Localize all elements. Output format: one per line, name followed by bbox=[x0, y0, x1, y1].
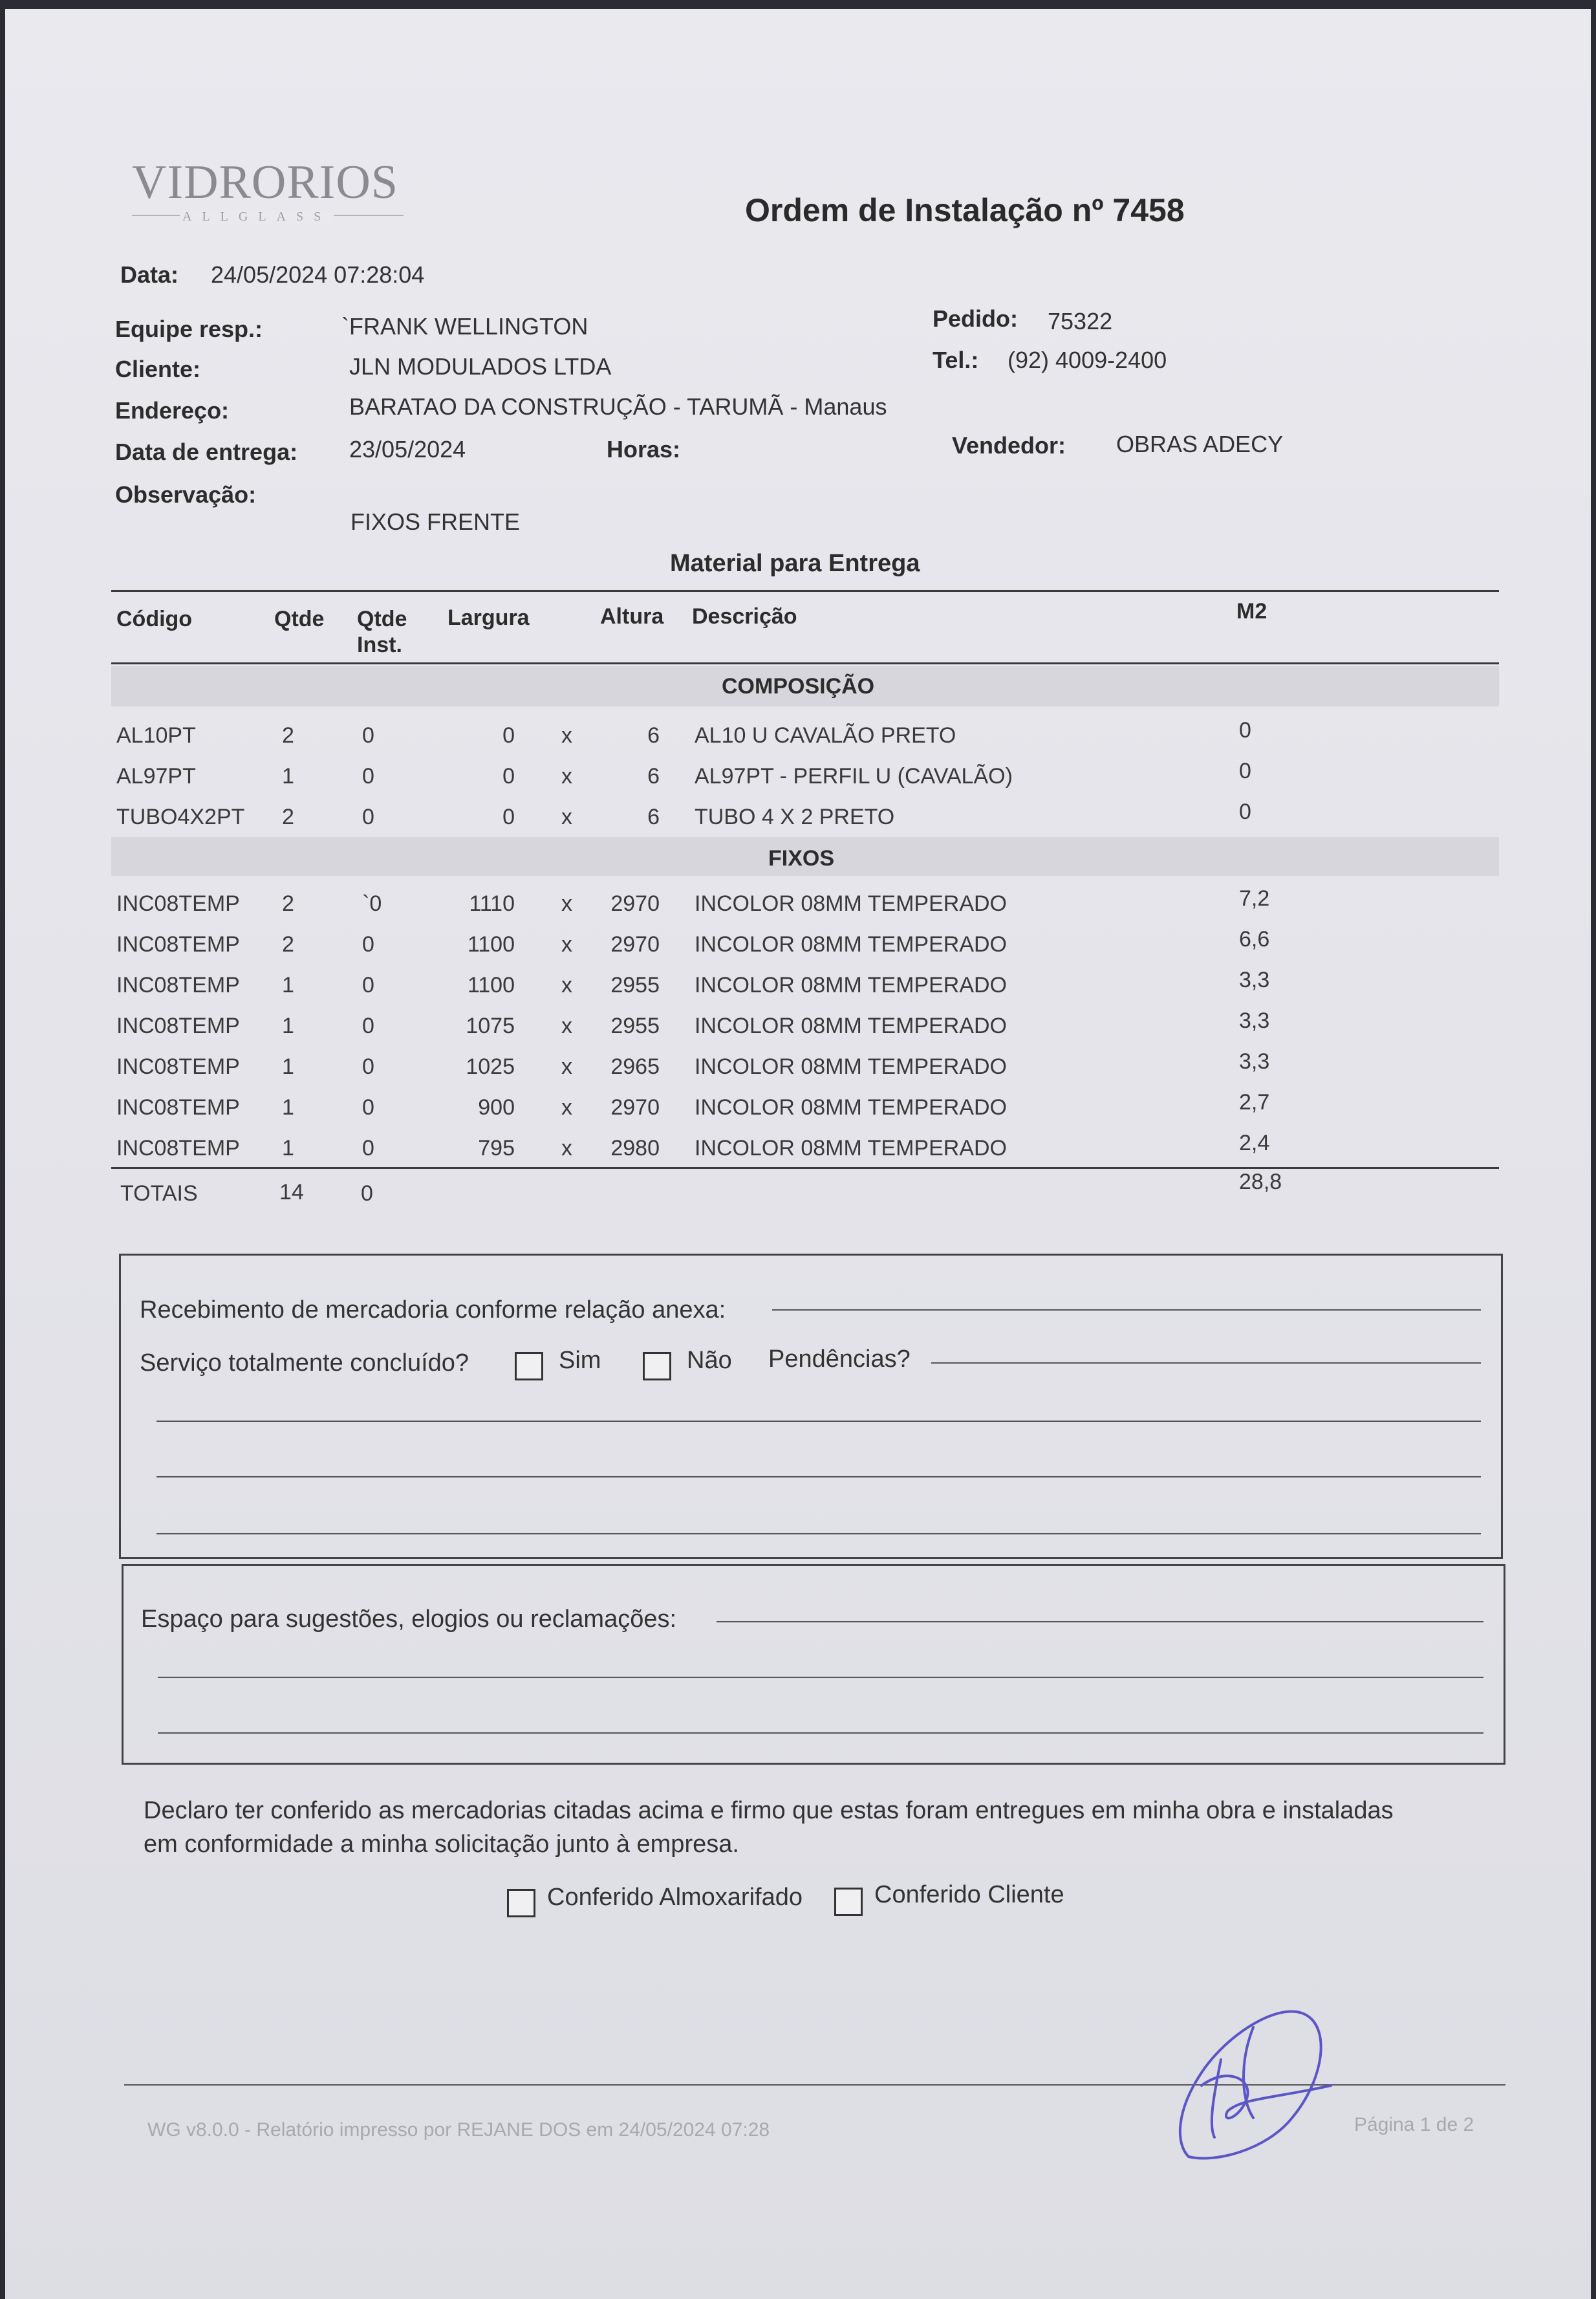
client-signature bbox=[1150, 1988, 1344, 2170]
cell-qtde: 1 bbox=[282, 1014, 294, 1038]
cell-descricao: INCOLOR 08MM TEMPERADO bbox=[695, 1136, 1008, 1160]
cell-codigo: INC08TEMP bbox=[116, 932, 240, 957]
cell-m2: 2,7 bbox=[1239, 1090, 1270, 1115]
cell-largura: 900 bbox=[478, 1095, 515, 1120]
cell-descricao: AL97PT - PERFIL U (CAVALÃO) bbox=[695, 764, 1013, 789]
suggestions-label: Espaço para sugestões, elogios ou reclamações: bbox=[141, 1606, 677, 1633]
pedido-value: 75322 bbox=[1048, 308, 1113, 334]
cell-inst: 0 bbox=[362, 805, 374, 829]
cell-altura: 6 bbox=[647, 805, 660, 829]
cell-qtde: 2 bbox=[282, 805, 294, 829]
cell-largura: 0 bbox=[502, 764, 515, 789]
footer-page-number: Página 1 de 2 bbox=[1354, 2114, 1474, 2135]
cell-codigo: AL97PT bbox=[116, 764, 196, 789]
footer-print-info: WG v8.0.0 - Relatório impresso por REJANE DOS em 24/05/2024 07:28 bbox=[147, 2119, 770, 2141]
cell-largura: 0 bbox=[502, 723, 515, 748]
col-descricao: Descrição bbox=[692, 604, 797, 629]
cell-inst: 0 bbox=[362, 764, 374, 789]
cell-qtde: 1 bbox=[282, 1136, 294, 1160]
suggestions-box bbox=[122, 1564, 1505, 1765]
recebimento-line[interactable] bbox=[772, 1309, 1481, 1311]
cell-inst: 0 bbox=[362, 973, 374, 997]
tel-value: (92) 4009-2400 bbox=[1008, 347, 1167, 373]
conferido-cliente-label: Conferido Cliente bbox=[874, 1881, 1064, 1908]
suggestions-line-0[interactable] bbox=[717, 1621, 1483, 1622]
pedido-label: Pedido: bbox=[933, 305, 1018, 332]
cell-codigo: INC08TEMP bbox=[116, 1136, 240, 1160]
pendencias-label: Pendências? bbox=[768, 1346, 911, 1373]
suggestions-line-1[interactable] bbox=[158, 1677, 1483, 1678]
cell-largura: 1110 bbox=[469, 891, 515, 916]
col-qtde: Qtde bbox=[274, 607, 325, 631]
equipe-value: `FRANK WELLINGTON bbox=[341, 313, 588, 340]
cell-altura: 2955 bbox=[610, 1014, 660, 1038]
cell-qtde: 1 bbox=[282, 973, 294, 997]
entrega-value: 23/05/2024 bbox=[349, 436, 466, 463]
cell-x: x bbox=[561, 805, 572, 829]
cell-inst: 0 bbox=[362, 1095, 374, 1120]
entrega-label: Data de entrega: bbox=[115, 439, 298, 465]
recebimento-label: Recebimento de mercadoria conforme relação anexa: bbox=[140, 1296, 726, 1324]
cell-altura: 2970 bbox=[610, 1095, 660, 1120]
conferido-almoxarifado-label: Conferido Almoxarifado bbox=[547, 1884, 803, 1911]
horas-label: Horas: bbox=[607, 436, 681, 463]
cell-codigo: TUBO4X2PT bbox=[116, 805, 245, 829]
cell-x: x bbox=[561, 723, 572, 748]
col-largura: Largura bbox=[448, 605, 530, 630]
cell-descricao: INCOLOR 08MM TEMPERADO bbox=[695, 932, 1008, 957]
cell-x: x bbox=[561, 973, 572, 997]
data-value: 24/05/2024 07:28:04 bbox=[211, 261, 425, 288]
cell-altura: 2970 bbox=[610, 891, 660, 916]
cell-inst: 0 bbox=[362, 1014, 374, 1038]
cell-m2: 0 bbox=[1239, 800, 1251, 824]
cell-m2: 7,2 bbox=[1239, 886, 1270, 911]
cell-x: x bbox=[561, 1054, 572, 1079]
cell-altura: 2965 bbox=[610, 1054, 660, 1079]
totals-qtde: 14 bbox=[279, 1180, 304, 1204]
nao-checkbox[interactable] bbox=[643, 1352, 671, 1380]
cell-altura: 6 bbox=[647, 723, 660, 748]
cell-codigo: INC08TEMP bbox=[116, 891, 240, 916]
conferido-almoxarifado-checkbox[interactable] bbox=[507, 1889, 535, 1917]
col-codigo: Código bbox=[116, 607, 193, 631]
cell-descricao: INCOLOR 08MM TEMPERADO bbox=[695, 973, 1008, 997]
cell-descricao: TUBO 4 X 2 PRETO bbox=[695, 805, 895, 829]
cell-x: x bbox=[561, 1136, 572, 1160]
observacao-label: Observação: bbox=[115, 481, 257, 508]
cliente-value: JLN MODULADOS LTDA bbox=[349, 353, 612, 380]
cell-descricao: INCOLOR 08MM TEMPERADO bbox=[695, 1054, 1008, 1079]
cell-m2: 6,6 bbox=[1239, 927, 1270, 952]
cell-m2: 2,4 bbox=[1239, 1131, 1270, 1155]
cell-largura: 1100 bbox=[467, 973, 515, 997]
cell-codigo: INC08TEMP bbox=[116, 973, 240, 997]
cell-descricao: INCOLOR 08MM TEMPERADO bbox=[695, 1095, 1008, 1120]
cell-inst: 0 bbox=[362, 1136, 374, 1160]
col-altura: Altura bbox=[600, 604, 664, 629]
company-logo-tagline: ALLGLASS bbox=[180, 210, 334, 224]
cell-qtde: 2 bbox=[282, 932, 294, 957]
pendencias-line[interactable] bbox=[931, 1362, 1481, 1364]
equipe-label: Equipe resp.: bbox=[115, 316, 263, 342]
cell-largura: 1100 bbox=[467, 932, 515, 957]
cell-codigo: INC08TEMP bbox=[116, 1095, 240, 1120]
suggestions-line-2[interactable] bbox=[158, 1732, 1483, 1734]
totals-m2: 28,8 bbox=[1239, 1170, 1282, 1194]
observacao-value: FIXOS FRENTE bbox=[350, 508, 521, 535]
receipt-line-2[interactable] bbox=[156, 1476, 1481, 1477]
section-composicao: COMPOSIÇÃO bbox=[722, 674, 875, 699]
col-qtde-inst: Qtde bbox=[357, 607, 407, 631]
cell-largura: 0 bbox=[502, 805, 515, 829]
cell-descricao: INCOLOR 08MM TEMPERADO bbox=[695, 1014, 1008, 1038]
company-logo: VIDRORIOS bbox=[132, 156, 398, 209]
cell-qtde: 1 bbox=[282, 1095, 294, 1120]
cell-descricao: AL10 U CAVALÃO PRETO bbox=[695, 723, 956, 748]
totals-rule bbox=[111, 1167, 1499, 1169]
cell-largura: 795 bbox=[478, 1136, 515, 1160]
totals-inst: 0 bbox=[361, 1181, 373, 1206]
cell-x: x bbox=[561, 1014, 572, 1038]
endereco-value: BARATAO DA CONSTRUÇÃO - TARUMÃ - Manaus bbox=[349, 393, 887, 420]
receipt-line-1[interactable] bbox=[156, 1421, 1481, 1422]
col-qtde-inst-line2: Inst. bbox=[357, 633, 402, 657]
cell-m2: 3,3 bbox=[1239, 1049, 1270, 1074]
cell-m2: 0 bbox=[1239, 759, 1251, 783]
cell-inst: `0 bbox=[362, 891, 382, 916]
vendedor-label: Vendedor: bbox=[952, 432, 1066, 459]
table-header-rule bbox=[111, 662, 1499, 664]
table-heading: Material para Entrega bbox=[670, 550, 920, 577]
cell-m2: 3,3 bbox=[1239, 1008, 1270, 1033]
cell-x: x bbox=[561, 932, 572, 957]
cell-codigo: INC08TEMP bbox=[116, 1054, 240, 1079]
declaration-line-1: Declaro ter conferido as mercadorias citadas acima e firmo que estas foram entregues em minha obra e instaladas bbox=[144, 1797, 1394, 1824]
cell-altura: 2970 bbox=[610, 932, 660, 957]
conferido-cliente-checkbox[interactable] bbox=[834, 1888, 863, 1916]
cell-inst: 0 bbox=[362, 1054, 374, 1079]
document-page bbox=[5, 9, 1591, 2299]
cell-codigo: AL10PT bbox=[116, 723, 196, 748]
vendedor-value: OBRAS ADECY bbox=[1116, 431, 1284, 457]
col-m2: M2 bbox=[1236, 599, 1267, 624]
cliente-label: Cliente: bbox=[115, 356, 201, 382]
cell-qtde: 2 bbox=[282, 891, 294, 916]
cell-qtde: 2 bbox=[282, 723, 294, 748]
servico-label: Serviço totalmente concluído? bbox=[140, 1349, 469, 1377]
cell-m2: 0 bbox=[1239, 718, 1251, 743]
section-fixos: FIXOS bbox=[768, 846, 835, 871]
table-top-rule bbox=[111, 590, 1499, 592]
receipt-line-3[interactable] bbox=[156, 1533, 1481, 1534]
nao-label: Não bbox=[687, 1347, 732, 1374]
cell-descricao: INCOLOR 08MM TEMPERADO bbox=[695, 891, 1008, 916]
sim-checkbox[interactable] bbox=[515, 1352, 543, 1380]
cell-qtde: 1 bbox=[282, 764, 294, 789]
sim-label: Sim bbox=[559, 1347, 601, 1374]
cell-m2: 3,3 bbox=[1239, 968, 1270, 992]
endereco-label: Endereço: bbox=[115, 397, 230, 424]
cell-altura: 6 bbox=[647, 764, 660, 789]
cell-inst: 0 bbox=[362, 723, 374, 748]
declaration-line-2: em conformidade a minha solicitação junto à empresa. bbox=[144, 1831, 739, 1858]
cell-x: x bbox=[561, 1095, 572, 1120]
cell-x: x bbox=[561, 764, 572, 789]
cell-altura: 2980 bbox=[610, 1136, 660, 1160]
tel-label: Tel.: bbox=[933, 347, 979, 373]
cell-qtde: 1 bbox=[282, 1054, 294, 1079]
cell-x: x bbox=[561, 891, 572, 916]
cell-inst: 0 bbox=[362, 932, 374, 957]
data-label: Data: bbox=[120, 261, 179, 288]
cell-largura: 1075 bbox=[466, 1014, 515, 1038]
cell-largura: 1025 bbox=[466, 1054, 515, 1079]
cell-altura: 2955 bbox=[610, 973, 660, 997]
totals-label: TOTAIS bbox=[120, 1181, 198, 1206]
document-title: Ordem de Instalação nº 7458 bbox=[745, 192, 1185, 228]
cell-codigo: INC08TEMP bbox=[116, 1014, 240, 1038]
